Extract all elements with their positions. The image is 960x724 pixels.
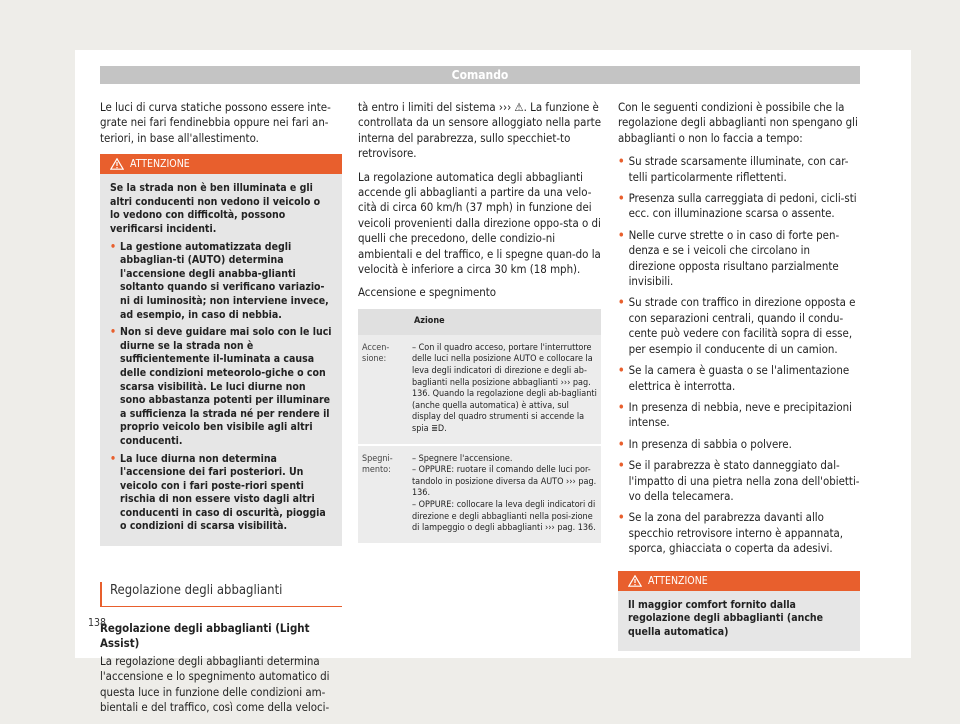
warning-box bbox=[618, 571, 860, 652]
bullet-icon: • bbox=[618, 154, 625, 169]
warning-item bbox=[110, 241, 332, 323]
list-item bbox=[618, 154, 860, 185]
table-header: Azione bbox=[408, 309, 601, 335]
warning-text: Il maggior comfort fornito dalla regolazione degli abbaglianti (anche quella automatica) bbox=[628, 598, 824, 638]
section-title-text: Regolazione degli abbaglianti bbox=[110, 583, 283, 599]
warning-lead: Se la strada non è ben illuminata e gli altri conducenti non vedono il veicolo o lo vedono con difficoltà, possono verificarsi incidenti. bbox=[110, 182, 321, 235]
warning-title: ATTENZIONE bbox=[648, 574, 708, 587]
list-item bbox=[618, 228, 860, 290]
list-item bbox=[618, 437, 860, 452]
list-item-text: Su strade con traffico in direzione opposta e con separazioni centrali, quando il condu-cente può vedere con facilità sopra di esse, per esempio il conducente di un camion. bbox=[628, 295, 856, 356]
list-item bbox=[618, 458, 860, 504]
table-title: Accensione e spegnimento bbox=[358, 285, 497, 300]
warning-item-text: La gestione automatizzata degli abbaglian-ti (AUTO) determina l'accensione degli anabba-glianti soltanto quando si verificano variazio-ni di luminosità; non interviene invece, ad esempio, in caso di nebbia. bbox=[120, 240, 329, 321]
list-item-text: Su strade scarsamente illuminate, con car-telli particolarmente riflettenti. bbox=[628, 154, 849, 184]
table-row bbox=[358, 335, 601, 445]
bullet-icon: • bbox=[618, 363, 625, 378]
page-number: 138 bbox=[88, 617, 107, 629]
list-item-text: Se la camera è guasta o se l'alimentazione elettrica è interrotta. bbox=[628, 363, 850, 393]
body-paragraph: La regolazione degli abbaglianti determina l'accensione e lo spegnimento automatico di questa luce in funzione delle condizioni am-bientali e del traffico, così come della veloci- bbox=[100, 653, 330, 715]
warning-triangle-icon bbox=[110, 158, 124, 170]
bullet-icon: • bbox=[618, 295, 625, 310]
list-item bbox=[618, 295, 860, 357]
list-item bbox=[618, 400, 860, 431]
warning-header bbox=[618, 571, 860, 591]
warning-header bbox=[100, 154, 342, 174]
warning-item-text: La luce diurna non determina l'accensione dei fari posteriori. Un veicolo con i fari poste-riori spenti rischia di non essere visto dagli altri conducenti in caso di oscurità, pioggia o condizioni di scarsa visibilità. bbox=[120, 452, 326, 533]
intro-paragraph: Le luci di curva statiche possono essere inte-grate nei fari fendinebbia oppure nei fari an-teriori, in base all'allestimento. bbox=[100, 100, 331, 145]
table-row-text: – Con il quadro acceso, portare l'interruttore delle luci nella posizione AUTO e collocare la leva degli indicatori di direzione e degli ab-baglianti nella posizione abbaglianti ››› pag. 136. Quando la regolazione degli ab-baglianti (anche quella automatica) è attiva, sul display del quadro strumenti si accende la spia ≣D. bbox=[408, 335, 601, 445]
list-item-text: Se la zona del parabrezza davanti allo specchio retrovisore interno è appannata, sporca, ghiacciata o coperta da adesivi. bbox=[628, 510, 844, 556]
bullet-icon: • bbox=[618, 191, 625, 206]
page-header: Comando bbox=[100, 66, 860, 84]
warning-item bbox=[110, 326, 332, 448]
action-table bbox=[358, 309, 601, 543]
list-item-text: Se il parabrezza è stato danneggiato dal-l'impatto di una pietra nella zona dell'obietti-vo della telecamera. bbox=[628, 458, 860, 503]
warning-item-text: Non si deve guidare mai solo con le luci diurne se la strada non è sufficientemente il-luminata a causa delle condizioni meteorolo-giche o con scarsa visibilità. Le luci diurne non sono abbastanza potenti per illuminare a sufficienza la strada né per rendere il proprio veicolo ben visibile agli altri conducenti. bbox=[120, 326, 332, 447]
warning-body bbox=[618, 591, 860, 652]
list-item-text: Nelle curve strette o in caso di forte pen-denza e se i veicoli che circolano in direzione opposta risultano parzialmente invisibili. bbox=[628, 227, 840, 289]
bullet-icon: • bbox=[110, 326, 117, 339]
warning-body bbox=[100, 174, 342, 546]
bullet-icon: • bbox=[618, 510, 625, 525]
bullet-icon: • bbox=[618, 227, 625, 242]
column-2 bbox=[358, 100, 601, 543]
warning-triangle-icon bbox=[628, 575, 642, 587]
bullet-icon: • bbox=[618, 399, 625, 414]
table-header-blank bbox=[358, 309, 408, 335]
table-row-label: Accen-sione: bbox=[358, 335, 408, 445]
bullet-icon: • bbox=[110, 452, 117, 465]
bullet-icon: • bbox=[618, 458, 625, 473]
table-row-text: – Spegnere l'accensione. – OPPURE: ruotare il comando delle luci por-tandolo in posizione diversa da AUTO ››› pag. 136. – OPPURE: collocare la leva degli indicatori di direzione e degli abbaglianti nella posi-zione di lampeggio o degli abbaglianti ››› pag. 136. bbox=[408, 445, 601, 543]
warning-item bbox=[110, 453, 332, 535]
list-item-text: In presenza di nebbia, neve e precipitazioni intense. bbox=[628, 399, 852, 430]
warning-box bbox=[100, 154, 342, 546]
table-row-label: Spegni-mento: bbox=[358, 445, 408, 543]
table-row bbox=[358, 445, 601, 543]
list-item-text: Presenza sulla carreggiata di pedoni, cicli-sti ecc. con illuminazione scarsa o assente. bbox=[628, 191, 857, 221]
list-item bbox=[618, 510, 860, 556]
bullet-icon: • bbox=[110, 240, 117, 253]
warning-title: ATTENZIONE bbox=[130, 158, 190, 171]
column-3 bbox=[618, 100, 860, 651]
section-title bbox=[100, 582, 342, 607]
table-header-row bbox=[358, 309, 601, 335]
column-1 bbox=[100, 100, 342, 724]
list-item-text: In presenza di sabbia o polvere. bbox=[628, 436, 792, 451]
bullet-icon: • bbox=[618, 436, 625, 451]
intro-paragraph: Con le seguenti condizioni è possibile che la regolazione degli abbaglianti non spengano gli abbaglianti o non lo faccia a tempo: bbox=[618, 100, 858, 145]
subheading: Regolazione degli abbaglianti (Light Assist) bbox=[100, 621, 310, 651]
list-item bbox=[618, 191, 860, 222]
list-item bbox=[618, 363, 860, 394]
paragraph-1: tà entro i limiti del sistema ››› ⚠. La funzione è controllata da un sensore alloggiato nella parte interna del parabrezza, sullo specchiet-to retrovisore. bbox=[358, 100, 601, 161]
paragraph-2: La regolazione automatica degli abbaglianti accende gli abbaglianti a partire da una velo-cità di circa 60 km/h (37 mph) in funzione dei veicoli provenienti dalla direzione oppo-sta o di quelli che precedono, delle condizio-ni ambientali e del traffico, e li spegne quan-do la velocità è inferiore a circa 30 km (18 mph). bbox=[358, 169, 601, 277]
